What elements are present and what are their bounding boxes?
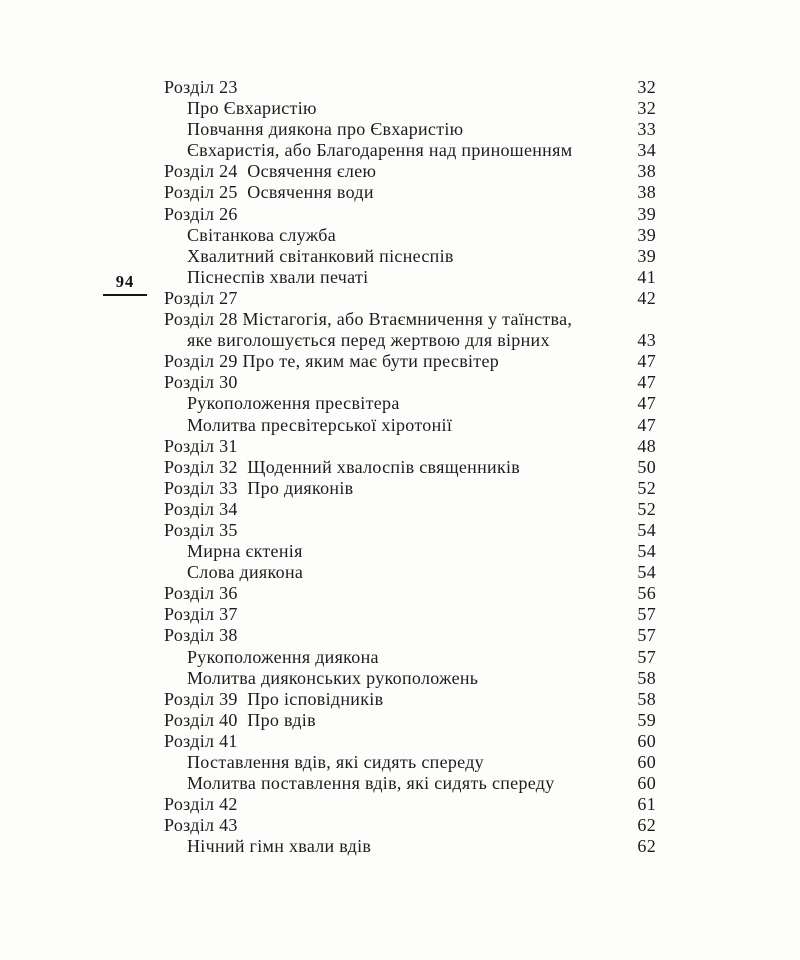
toc-list bbox=[164, 77, 656, 857]
toc-row bbox=[164, 457, 656, 478]
toc-entry-page: 32 bbox=[637, 77, 656, 97]
toc-entry-page: 38 bbox=[637, 182, 656, 203]
toc-entry-page: 32 bbox=[637, 98, 656, 119]
toc-row bbox=[164, 225, 656, 246]
toc-entry-title: Рукоположення диякона bbox=[187, 646, 379, 667]
toc-row bbox=[164, 309, 656, 330]
toc-row bbox=[164, 372, 656, 393]
toc-entry-page: 61 bbox=[637, 794, 656, 815]
toc-entry-page: 59 bbox=[637, 709, 656, 730]
toc-entry-title: Євхаристія, або Благодарення над приношенням bbox=[187, 140, 573, 161]
toc-entry-title: Розділ 34 bbox=[164, 498, 238, 519]
toc-entry-page: 57 bbox=[637, 604, 656, 625]
toc-row bbox=[164, 710, 656, 731]
toc-row bbox=[164, 541, 656, 562]
toc-entry-page: 60 bbox=[637, 773, 656, 794]
toc-row bbox=[164, 288, 656, 309]
toc-entry-title: Розділ 35 bbox=[164, 519, 238, 540]
toc-row bbox=[164, 182, 656, 203]
toc-entry-title: Розділ 27 bbox=[164, 287, 238, 308]
toc-entry-title: Розділ 37 bbox=[164, 604, 238, 625]
toc-entry-page: 39 bbox=[637, 224, 656, 245]
margin-page-number: 94 bbox=[103, 272, 147, 296]
toc-entry-page: 48 bbox=[637, 435, 656, 456]
toc-entry-title: Розділ 39 Про ісповідників bbox=[164, 688, 384, 709]
toc-row bbox=[164, 773, 656, 794]
toc-entry-page: 58 bbox=[637, 667, 656, 688]
toc-entry-title: Розділ 32 Щоденний хвалоспів священників bbox=[164, 456, 521, 477]
toc-entry-page: 43 bbox=[637, 330, 656, 351]
toc-entry-page: 39 bbox=[637, 203, 656, 224]
toc-entry-page: 54 bbox=[637, 519, 656, 540]
toc-entry-title: яке виголошується перед жертвою для вірних bbox=[187, 330, 550, 351]
toc-row bbox=[164, 415, 656, 436]
toc-row bbox=[164, 204, 656, 225]
toc-entry-page: 42 bbox=[637, 287, 656, 308]
toc-entry-page: 33 bbox=[637, 119, 656, 140]
toc-entry-title: Розділ 28 Містагогія, або Втаємничення у таїнства, bbox=[164, 309, 573, 330]
toc-entry-title: Повчання диякона про Євхаристію bbox=[187, 119, 464, 140]
toc-entry-page: 41 bbox=[637, 266, 656, 287]
toc-row bbox=[164, 98, 656, 119]
toc-row bbox=[164, 140, 656, 161]
toc-entry-title: Розділ 38 bbox=[164, 625, 238, 646]
toc-entry-page: 38 bbox=[637, 161, 656, 182]
toc-entry-page: 54 bbox=[637, 562, 656, 583]
toc-entry-page: 50 bbox=[637, 456, 656, 477]
toc-entry-title: Розділ 23 bbox=[164, 77, 238, 97]
toc-entry-page: 52 bbox=[637, 477, 656, 498]
toc-entry-title: Молитва поставлення вдів, які сидять спереду bbox=[187, 773, 555, 794]
toc-entry-title: Хвалитний світанковий піснеспів bbox=[187, 245, 454, 266]
toc-row bbox=[164, 604, 656, 625]
toc-entry-title: Світанкова служба bbox=[187, 224, 336, 245]
toc-entry-title: Розділ 36 bbox=[164, 583, 238, 604]
toc-entry-title: Розділ 30 bbox=[164, 372, 238, 393]
toc-row bbox=[164, 499, 656, 520]
toc-entry-title: Розділ 42 bbox=[164, 794, 238, 815]
toc-row bbox=[164, 689, 656, 710]
toc-entry-title: Розділ 29 Про те, яким має бути пресвітер bbox=[164, 351, 500, 372]
toc-entry-title: Піснеспів хвали печаті bbox=[187, 266, 369, 287]
toc-row bbox=[164, 562, 656, 583]
toc-entry-page: 54 bbox=[637, 541, 656, 562]
toc-entry-title: Розділ 26 bbox=[164, 203, 238, 224]
toc-entry-title: Слова диякона bbox=[187, 562, 304, 583]
toc-entry-page: 60 bbox=[637, 730, 656, 751]
toc-entry-page: 39 bbox=[637, 245, 656, 266]
toc-row bbox=[164, 267, 656, 288]
toc-row bbox=[164, 393, 656, 414]
toc-entry-title: Розділ 31 bbox=[164, 435, 238, 456]
toc-entry-title: Про Євхаристію bbox=[187, 98, 317, 119]
toc-entry-title: Розділ 41 bbox=[164, 730, 238, 751]
toc-entry-page: 47 bbox=[637, 393, 656, 414]
toc-row bbox=[164, 246, 656, 267]
toc-row bbox=[164, 794, 656, 815]
toc-entry-title: Молитва пресвітерської хіротонії bbox=[187, 414, 453, 435]
toc-entry-title: Молитва дияконських рукоположень bbox=[187, 667, 479, 688]
toc-entry-title: Розділ 33 Про дияконів bbox=[164, 477, 354, 498]
toc-entry-page: 58 bbox=[637, 688, 656, 709]
toc-row bbox=[164, 436, 656, 457]
toc-entry-page: 57 bbox=[637, 625, 656, 646]
toc-entry-title: Розділ 25 Освячення води bbox=[164, 182, 374, 203]
toc-entry-page: 34 bbox=[637, 140, 656, 161]
toc-row bbox=[164, 752, 656, 773]
toc-row bbox=[164, 330, 656, 351]
toc-entry-title: Нічний гімн хвали вдів bbox=[187, 836, 372, 857]
toc-row bbox=[164, 351, 656, 372]
toc-row bbox=[164, 625, 656, 646]
toc-row bbox=[164, 583, 656, 604]
toc-row bbox=[164, 668, 656, 689]
toc-entry-page: 47 bbox=[637, 414, 656, 435]
toc-entry-page: 62 bbox=[637, 836, 656, 857]
toc-entry-title: Поставлення вдів, які сидять спереду bbox=[187, 752, 484, 772]
toc-row bbox=[164, 731, 656, 752]
toc-entry-page: 60 bbox=[637, 752, 656, 772]
toc-row bbox=[164, 836, 656, 857]
toc-row bbox=[164, 520, 656, 541]
toc-entry-page: 57 bbox=[637, 646, 656, 667]
toc-entry-title: Мирна єктенія bbox=[187, 541, 303, 562]
toc-row bbox=[164, 478, 656, 499]
toc-entry-page: 47 bbox=[637, 351, 656, 372]
toc-entry-page: 62 bbox=[637, 815, 656, 836]
toc-row bbox=[164, 119, 656, 140]
toc-entry-page: 47 bbox=[637, 372, 656, 393]
toc-row bbox=[164, 161, 656, 182]
toc-entry-title: Розділ 24 Освячення єлею bbox=[164, 161, 377, 182]
toc-entry-title: Розділ 40 Про вдів bbox=[164, 709, 316, 730]
toc-entry-title: Розділ 43 bbox=[164, 815, 238, 836]
toc-row bbox=[164, 647, 656, 668]
toc-entry-page: 56 bbox=[637, 583, 656, 604]
toc-entry-title: Рукоположення пресвітера bbox=[187, 393, 400, 414]
toc-row bbox=[164, 77, 656, 98]
toc-entry-page: 52 bbox=[637, 498, 656, 519]
toc-row bbox=[164, 815, 656, 836]
